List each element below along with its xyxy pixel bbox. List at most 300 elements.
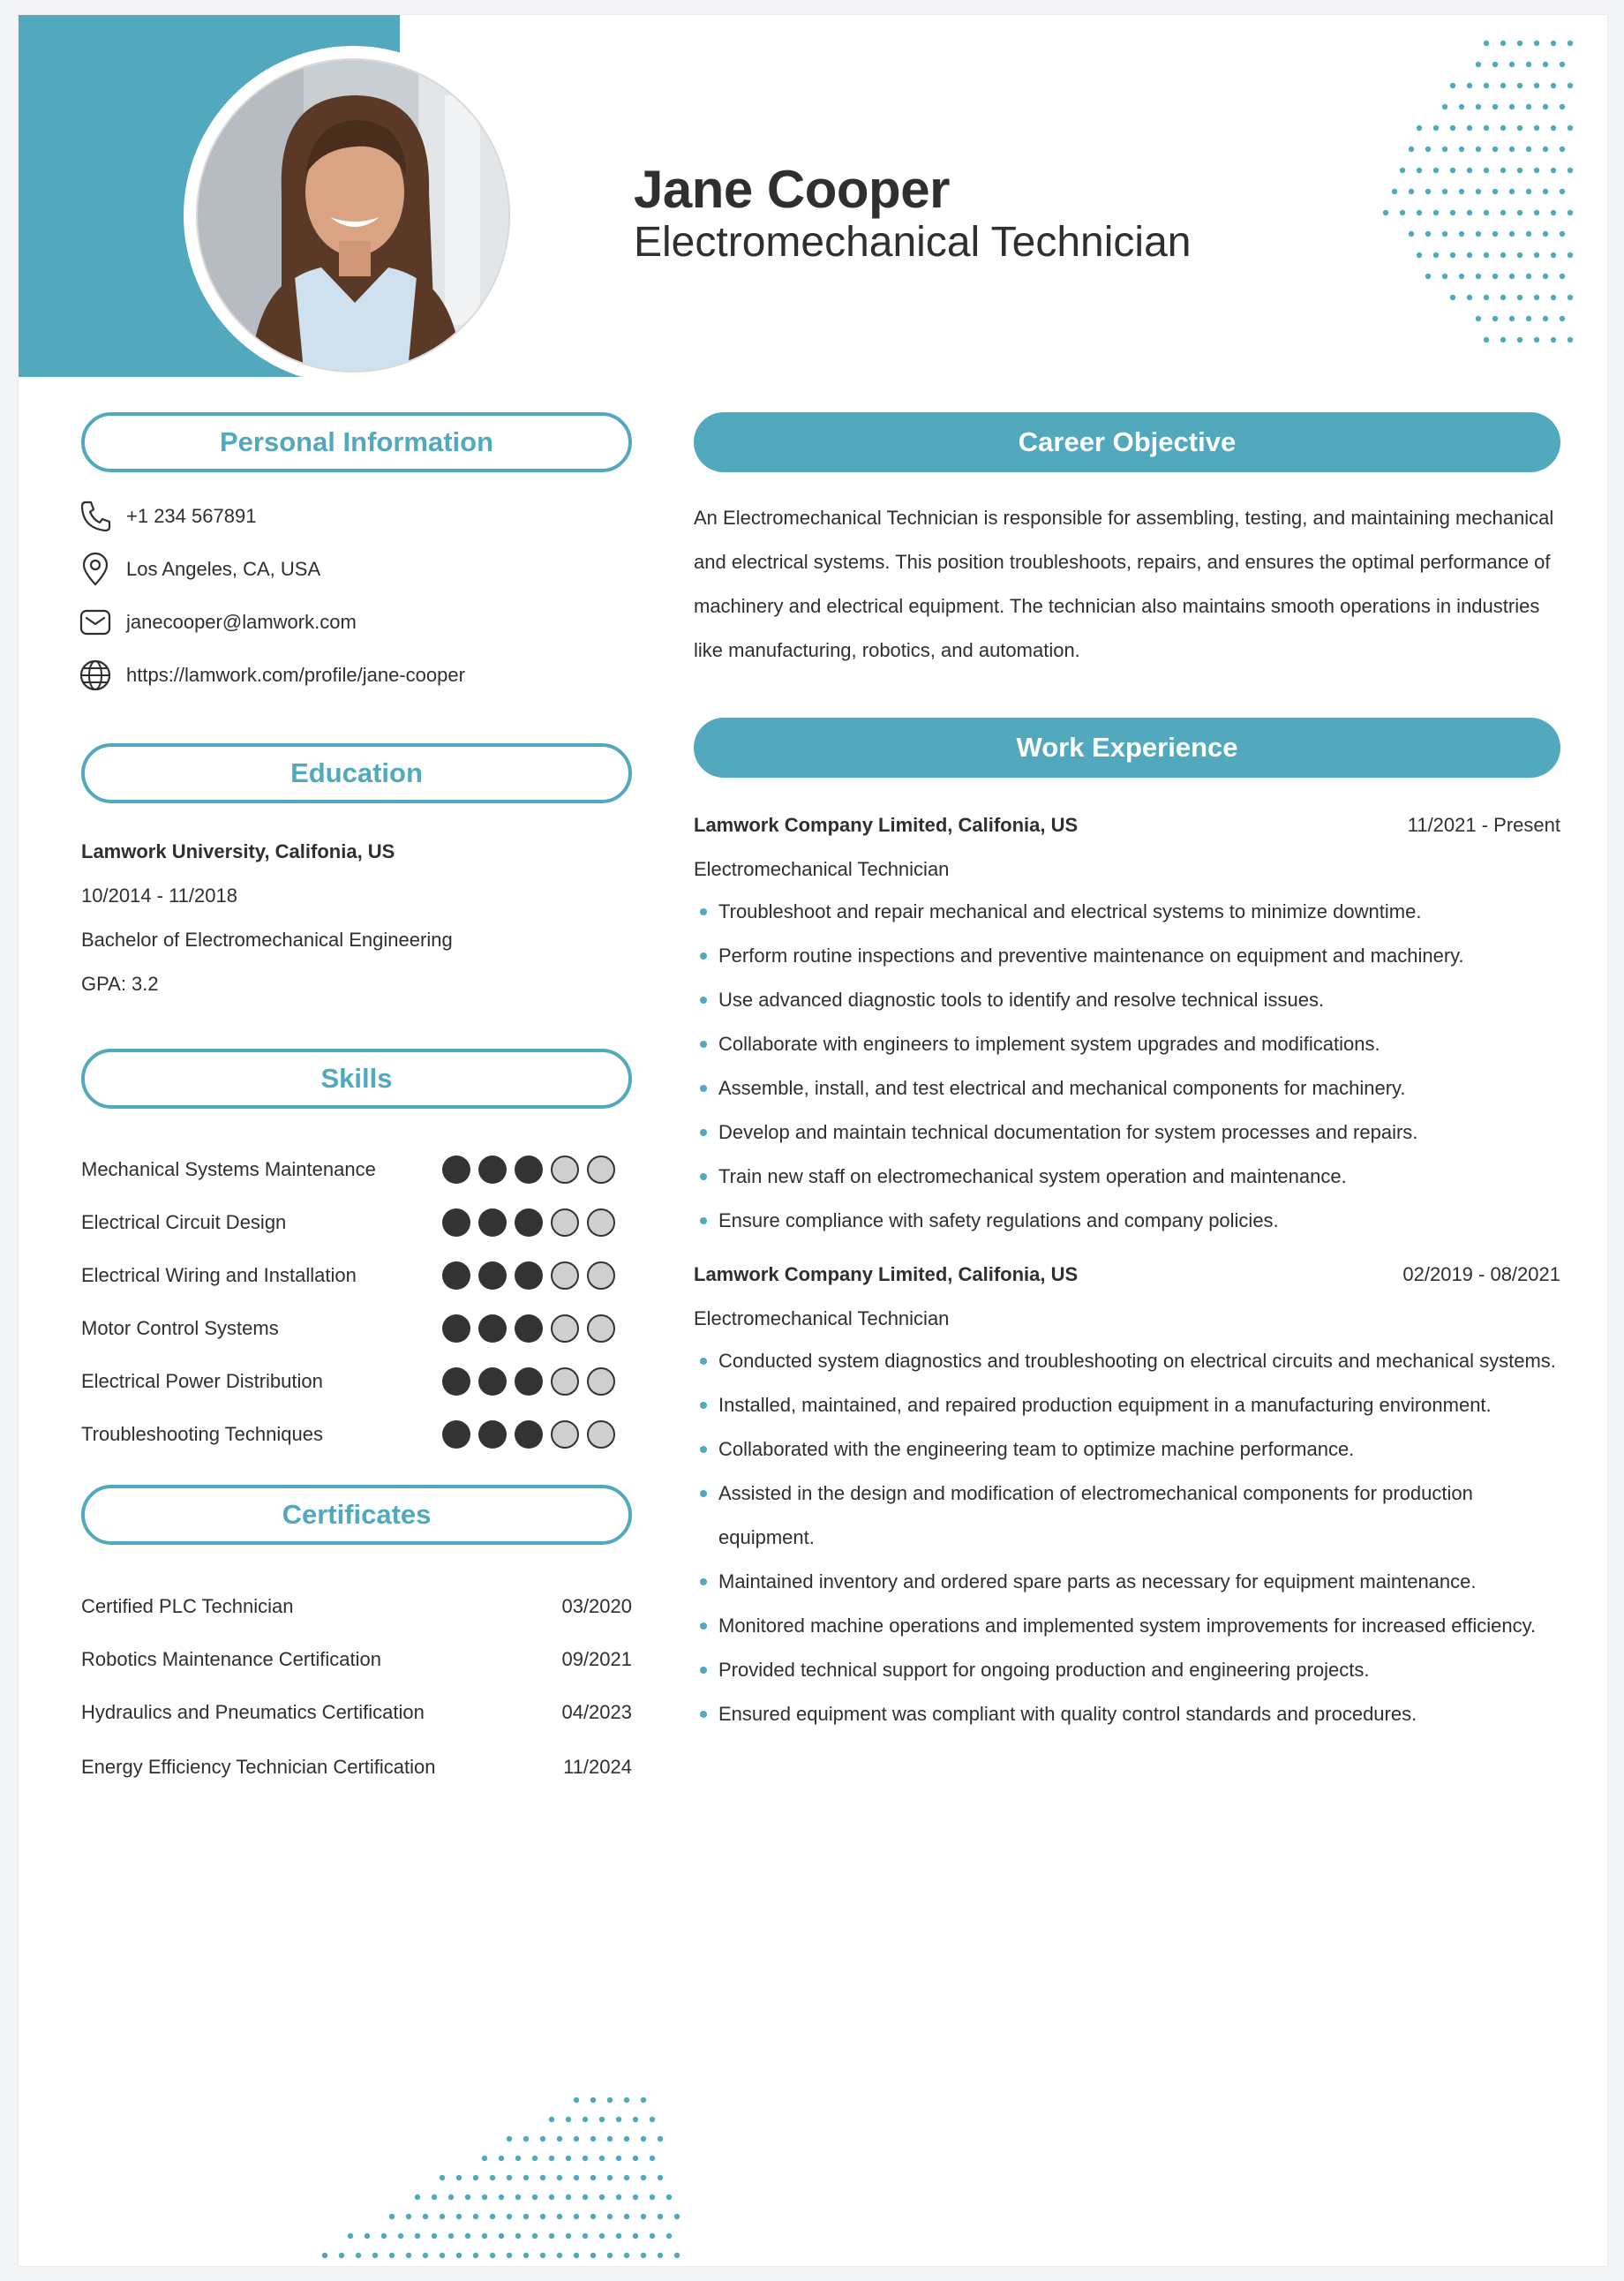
decorative-dot [1517, 83, 1522, 88]
decorative-dot [641, 2253, 646, 2258]
decorative-dot [599, 2233, 605, 2239]
decorative-dot [1425, 274, 1431, 279]
decorative-dot [566, 2233, 571, 2239]
decorative-dot [616, 2117, 621, 2122]
decorative-dot [456, 2214, 462, 2219]
decorative-dot [473, 2214, 478, 2219]
decorative-dot [1450, 295, 1455, 300]
profile-photo [198, 60, 508, 371]
decorative-dot [389, 2253, 395, 2258]
decorative-dot [1409, 189, 1414, 194]
decorative-dot [1560, 274, 1565, 279]
decorative-dot [590, 2136, 596, 2142]
decorative-dot [1484, 337, 1489, 343]
decorative-dot [490, 2253, 495, 2258]
decorative-dot [1543, 189, 1548, 194]
education-gpa: GPA: 3.2 [81, 973, 159, 995]
decorative-dot [440, 2175, 445, 2180]
decorative-dot [566, 2194, 571, 2200]
decorative-dot [1417, 125, 1422, 131]
decorative-dot [1484, 168, 1489, 173]
decorative-dot [1500, 337, 1506, 343]
job-bullet: Develop and maintain technical documentation for system processes and repairs. [694, 1110, 1563, 1155]
decorative-dot [658, 2175, 663, 2180]
decorative-dot [1517, 295, 1522, 300]
decorative-dot [465, 2233, 470, 2239]
decorative-dot [607, 2097, 613, 2103]
certificate-name: Energy Efficiency Technician Certification [81, 1756, 436, 1778]
decorative-dot [1517, 210, 1522, 215]
skill-dot-filled [478, 1420, 507, 1449]
decorative-dot [549, 2233, 554, 2239]
decorative-dot [1500, 41, 1506, 46]
job-bullets [694, 1339, 1563, 1736]
job-dates: 11/2021 - Present [1407, 814, 1560, 836]
decorative-dot [1551, 337, 1556, 343]
decorative-dot [1560, 231, 1565, 237]
skill-dot-filled [442, 1420, 470, 1449]
skill-dot-filled [478, 1367, 507, 1396]
decorative-dot [389, 2214, 395, 2219]
skill-dot-empty [551, 1367, 579, 1396]
decorative-dot [1392, 189, 1397, 194]
skill-dot-empty [551, 1314, 579, 1343]
decorative-dot [507, 2253, 512, 2258]
decorative-dot [465, 2194, 470, 2200]
decorative-dot [1476, 62, 1481, 67]
decorative-dot [1492, 316, 1498, 321]
decorative-dot [1425, 231, 1431, 237]
skill-dot-filled [478, 1156, 507, 1184]
decorative-dot [515, 2156, 521, 2161]
decorative-dot [1467, 168, 1472, 173]
decorative-dot [1543, 147, 1548, 152]
decorative-dot [1568, 168, 1573, 173]
skill-dot-filled [515, 1156, 543, 1184]
decorative-dot [1476, 104, 1481, 109]
decorative-dot [1442, 274, 1447, 279]
decorative-dot [415, 2194, 420, 2200]
decorative-dot [482, 2156, 487, 2161]
decorative-dot [1568, 295, 1573, 300]
decorative-dot [1459, 147, 1464, 152]
decorative-dot [1433, 210, 1439, 215]
job-role: Electromechanical Technician [694, 1307, 950, 1329]
candidate-name: Jane Cooper [634, 160, 950, 219]
skill-dot-empty [587, 1208, 615, 1237]
skill-dot-filled [442, 1208, 470, 1237]
job-bullet: Maintained inventory and ordered spare parts as necessary for equipment maintenance. [694, 1560, 1563, 1604]
decorative-dot [1400, 210, 1405, 215]
decorative-dot [432, 2194, 437, 2200]
decorative-dot [1492, 62, 1498, 67]
decorative-dot [1484, 295, 1489, 300]
decorative-dot [482, 2233, 487, 2239]
decorative-dot [406, 2214, 411, 2219]
decorative-dot [440, 2214, 445, 2219]
decorative-dot [549, 2156, 554, 2161]
decorative-dot [1517, 337, 1522, 343]
decorative-dot [1543, 316, 1548, 321]
skill-dot-empty [551, 1156, 579, 1184]
decorative-dot [482, 2194, 487, 2200]
decorative-dot [1551, 295, 1556, 300]
decorative-dot [1450, 168, 1455, 173]
skill-dot-empty [587, 1261, 615, 1290]
decorative-dot [1467, 295, 1472, 300]
decorative-dot [1551, 210, 1556, 215]
decorative-dot [650, 2117, 655, 2122]
decorative-dot [540, 2253, 545, 2258]
certificate-name: Certified PLC Technician [81, 1595, 294, 1617]
skill-name: Electrical Power Distribution [81, 1370, 323, 1392]
decorative-dot [1467, 83, 1472, 88]
decorative-dot [549, 2194, 554, 2200]
decorative-dot [590, 2097, 596, 2103]
decorative-dot [490, 2214, 495, 2219]
skill-dot-empty [587, 1314, 615, 1343]
decorative-dot [1492, 147, 1498, 152]
decorative-dot [339, 2253, 344, 2258]
decorative-dot [1534, 337, 1539, 343]
decorative-dot [633, 2194, 638, 2200]
skill-dot-filled [515, 1261, 543, 1290]
work-experience-heading: Work Experience [694, 718, 1560, 778]
job-bullet: Installed, maintained, and repaired production equipment in a manufacturing environment. [694, 1383, 1563, 1427]
decorative-dot [1560, 104, 1565, 109]
decorative-dot [540, 2214, 545, 2219]
decorative-dot [641, 2136, 646, 2142]
skill-dot-empty [587, 1367, 615, 1396]
decorative-dot [1560, 189, 1565, 194]
decorative-dots-bottom [274, 2072, 733, 2266]
skill-dot-empty [587, 1420, 615, 1449]
decorative-dot [1568, 252, 1573, 258]
decorative-dot [348, 2233, 353, 2239]
job-bullet: Perform routine inspections and preventive maintenance on equipment and machinery. [694, 934, 1563, 978]
decorative-dot [624, 2175, 629, 2180]
phone-icon [78, 499, 113, 534]
decorative-dot [423, 2253, 428, 2258]
skill-dot-filled [515, 1208, 543, 1237]
job-bullet: Collaborate with engineers to implement system upgrades and modifications. [694, 1022, 1563, 1066]
decorative-dot [1560, 62, 1565, 67]
decorative-dot [574, 2214, 579, 2219]
decorative-dot [1467, 210, 1472, 215]
decorative-dot [1417, 252, 1422, 258]
decorative-dot [650, 2156, 655, 2161]
skill-dot-filled [442, 1156, 470, 1184]
decorative-dot [557, 2214, 562, 2219]
decorative-dot [658, 2253, 663, 2258]
decorative-dot [1543, 274, 1548, 279]
certificates-heading: Certificates [81, 1485, 632, 1545]
skill-rating [442, 1367, 615, 1396]
job-bullet: Monitored machine operations and implemented system improvements for increased efficiency. [694, 1604, 1563, 1648]
decorative-dot [599, 2194, 605, 2200]
decorative-dot [456, 2175, 462, 2180]
decorative-dot [641, 2097, 646, 2103]
skill-dot-filled [515, 1314, 543, 1343]
skill-rating [442, 1261, 615, 1290]
skill-dot-filled [478, 1314, 507, 1343]
skill-name: Electrical Circuit Design [81, 1211, 287, 1233]
decorative-dot [473, 2253, 478, 2258]
decorative-dot [658, 2136, 663, 2142]
decorative-dot [356, 2253, 361, 2258]
skill-dot-filled [515, 1420, 543, 1449]
decorative-dot [1543, 104, 1548, 109]
decorative-dot [507, 2175, 512, 2180]
decorative-dot [1476, 231, 1481, 237]
certificate-name: Robotics Maintenance Certification [81, 1648, 381, 1670]
skill-rating [442, 1420, 615, 1449]
candidate-title: Electromechanical Technician [634, 219, 1192, 266]
decorative-dot [557, 2136, 562, 2142]
decorative-dot [658, 2214, 663, 2219]
decorative-dot [666, 2233, 672, 2239]
decorative-dot [1417, 210, 1422, 215]
decorative-dot [1492, 231, 1498, 237]
skill-dot-filled [442, 1367, 470, 1396]
decorative-dot [1425, 189, 1431, 194]
decorative-dot [1534, 210, 1539, 215]
career-objective-heading: Career Objective [694, 412, 1560, 472]
decorative-dot [398, 2233, 403, 2239]
decorative-dot [1526, 62, 1531, 67]
decorative-dot [1484, 125, 1489, 131]
decorative-dot [1450, 252, 1455, 258]
decorative-dot [1517, 125, 1522, 131]
certificate-date: 11/2024 [563, 1756, 632, 1778]
decorative-dot [1534, 295, 1539, 300]
phone-text: +1 234 567891 [126, 505, 257, 527]
skill-dot-filled [442, 1314, 470, 1343]
decorative-dot [607, 2253, 613, 2258]
decorative-dot [1383, 210, 1388, 215]
decorative-dot [590, 2175, 596, 2180]
decorative-dot [1467, 252, 1472, 258]
location-icon [78, 552, 113, 587]
decorative-dot [1459, 189, 1464, 194]
education-heading: Education [81, 743, 632, 803]
decorative-dot [590, 2253, 596, 2258]
job-bullet: Provided technical support for ongoing production and engineering projects. [694, 1648, 1563, 1692]
decorative-dot [1476, 274, 1481, 279]
decorative-dot [1417, 168, 1422, 173]
decorative-dot [574, 2136, 579, 2142]
skill-rating [442, 1208, 615, 1237]
skill-name: Electrical Wiring and Installation [81, 1264, 357, 1286]
decorative-dot [1433, 168, 1439, 173]
decorative-dot [583, 2117, 588, 2122]
decorative-dot [523, 2175, 529, 2180]
decorative-dot [1500, 83, 1506, 88]
decorative-dot [456, 2253, 462, 2258]
email-link[interactable]: janecooper@lamwork.com [126, 611, 357, 633]
decorative-dot [322, 2253, 327, 2258]
certificate-date: 03/2020 [561, 1595, 632, 1617]
job-company: Lamwork Company Limited, Califonia, US [694, 1263, 1079, 1285]
decorative-dot [406, 2253, 411, 2258]
decorative-dot [1517, 168, 1522, 173]
decorative-dot [507, 2136, 512, 2142]
profile-link[interactable]: https://lamwork.com/profile/jane-cooper [126, 664, 465, 686]
decorative-dot [1492, 104, 1498, 109]
decorative-dot [1476, 147, 1481, 152]
decorative-dot [532, 2194, 538, 2200]
decorative-dot [1442, 189, 1447, 194]
decorative-dot [1409, 231, 1414, 237]
decorative-dot [1526, 104, 1531, 109]
decorative-dot [1526, 316, 1531, 321]
skill-dot-filled [478, 1208, 507, 1237]
decorative-dot [557, 2253, 562, 2258]
decorative-dot [566, 2156, 571, 2161]
education-dates: 10/2014 - 11/2018 [81, 885, 237, 907]
skill-dot-empty [551, 1208, 579, 1237]
job-bullet: Assemble, install, and test electrical and mechanical components for machinery. [694, 1066, 1563, 1110]
decorative-dot [624, 2253, 629, 2258]
job-bullets [694, 890, 1563, 1243]
skill-name: Troubleshooting Techniques [81, 1423, 323, 1445]
decorative-dot [1509, 147, 1515, 152]
decorative-dot [1509, 104, 1515, 109]
decorative-dot [616, 2233, 621, 2239]
decorative-dot [1484, 210, 1489, 215]
skill-dot-filled [515, 1367, 543, 1396]
decorative-dot [1500, 295, 1506, 300]
decorative-dot [1568, 125, 1573, 131]
decorative-dot [666, 2194, 672, 2200]
decorative-dots-top [1342, 15, 1607, 350]
career-objective-text: An Electromechanical Technician is responsible for assembling, testing, and maintaining mechanical and electrical systems. This position troubleshoots, repairs, and ensures the optimal performance of machinery and electrical equipment. The technician also maintains smooth operations in industries like manufacturing, robotics, and automation. [694, 507, 1554, 661]
decorative-dot [1442, 104, 1447, 109]
decorative-dot [448, 2233, 454, 2239]
skill-dot-empty [587, 1156, 615, 1184]
personal-information-heading: Personal Information [81, 412, 632, 472]
decorative-dot [616, 2156, 621, 2161]
job-bullet: Train new staff on electromechanical system operation and maintenance. [694, 1155, 1563, 1199]
decorative-dot [1467, 125, 1472, 131]
job-company: Lamwork Company Limited, Califonia, US [694, 814, 1079, 836]
decorative-dot [574, 2253, 579, 2258]
skill-dot-filled [478, 1261, 507, 1290]
decorative-dot [1425, 147, 1431, 152]
job-bullet: Collaborated with the engineering team to optimize machine performance. [694, 1427, 1563, 1472]
decorative-dot [532, 2233, 538, 2239]
decorative-dot [633, 2117, 638, 2122]
decorative-dot [624, 2214, 629, 2219]
decorative-dot [599, 2117, 605, 2122]
decorative-dot [1459, 274, 1464, 279]
skill-dot-empty [551, 1261, 579, 1290]
decorative-dot [1476, 316, 1481, 321]
decorative-dot [549, 2117, 554, 2122]
decorative-dot [566, 2117, 571, 2122]
decorative-dot [1500, 125, 1506, 131]
decorative-dot [1509, 231, 1515, 237]
decorative-dot [490, 2175, 495, 2180]
decorative-dot [1509, 274, 1515, 279]
skill-name: Mechanical Systems Maintenance [81, 1158, 376, 1180]
job-role: Electromechanical Technician [694, 858, 950, 880]
job-bullet: Ensured equipment was compliant with quality control standards and procedures. [694, 1692, 1563, 1736]
decorative-dot [583, 2194, 588, 2200]
decorative-dot [532, 2156, 538, 2161]
decorative-dot [1450, 210, 1455, 215]
decorative-dot [1492, 274, 1498, 279]
decorative-dot [540, 2136, 545, 2142]
decorative-dot [616, 2194, 621, 2200]
skill-rating [442, 1156, 615, 1184]
decorative-dot [557, 2175, 562, 2180]
decorative-dot [1517, 41, 1522, 46]
decorative-dot [1476, 189, 1481, 194]
decorative-dot [1500, 168, 1506, 173]
decorative-dot [624, 2097, 629, 2103]
decorative-dot [499, 2233, 504, 2239]
decorative-dot [1534, 41, 1539, 46]
decorative-dot [1442, 231, 1447, 237]
decorative-dot [624, 2136, 629, 2142]
education-degree: Bachelor of Electromechanical Engineering [81, 929, 453, 951]
decorative-dot [1560, 316, 1565, 321]
job-bullet: Ensure compliance with safety regulations and company policies. [694, 1199, 1563, 1243]
decorative-dot [1526, 231, 1531, 237]
skill-dot-filled [442, 1261, 470, 1290]
mail-icon [78, 605, 113, 640]
decorative-dot [574, 2175, 579, 2180]
job-bullet: Assisted in the design and modification of electromechanical components for production equipment. [694, 1472, 1563, 1560]
decorative-dot [507, 2214, 512, 2219]
job-bullet: Conducted system diagnostics and troubleshooting on electrical circuits and mechanical systems. [694, 1339, 1563, 1383]
decorative-dot [590, 2214, 596, 2219]
decorative-dot [1568, 210, 1573, 215]
decorative-dot [633, 2156, 638, 2161]
profile-photo-illustration [198, 60, 508, 371]
decorative-dot [473, 2175, 478, 2180]
decorative-dot [1450, 83, 1455, 88]
education-school: Lamwork University, Califonia, US [81, 840, 395, 862]
decorative-dot [1534, 168, 1539, 173]
skill-dot-empty [551, 1420, 579, 1449]
decorative-dot [1492, 189, 1498, 194]
decorative-dot [674, 2253, 680, 2258]
decorative-dot [448, 2194, 454, 2200]
decorative-dot [1400, 168, 1405, 173]
decorative-dot [1560, 147, 1565, 152]
decorative-dot [607, 2136, 613, 2142]
decorative-dot [1484, 41, 1489, 46]
decorative-dot [1568, 83, 1573, 88]
decorative-dot [1568, 337, 1573, 343]
decorative-dot [1534, 83, 1539, 88]
decorative-dot [540, 2175, 545, 2180]
decorative-dot [499, 2194, 504, 2200]
globe-icon [78, 658, 113, 693]
decorative-dot [499, 2156, 504, 2161]
decorative-dot [423, 2214, 428, 2219]
decorative-dot [1500, 252, 1506, 258]
decorative-dot [1433, 252, 1439, 258]
decorative-dot [372, 2253, 378, 2258]
decorative-dot [1459, 231, 1464, 237]
decorative-dot [1551, 41, 1556, 46]
decorative-dot [1551, 168, 1556, 173]
decorative-dot [641, 2175, 646, 2180]
job-bullet: Use advanced diagnostic tools to identify and resolve technical issues. [694, 978, 1563, 1022]
